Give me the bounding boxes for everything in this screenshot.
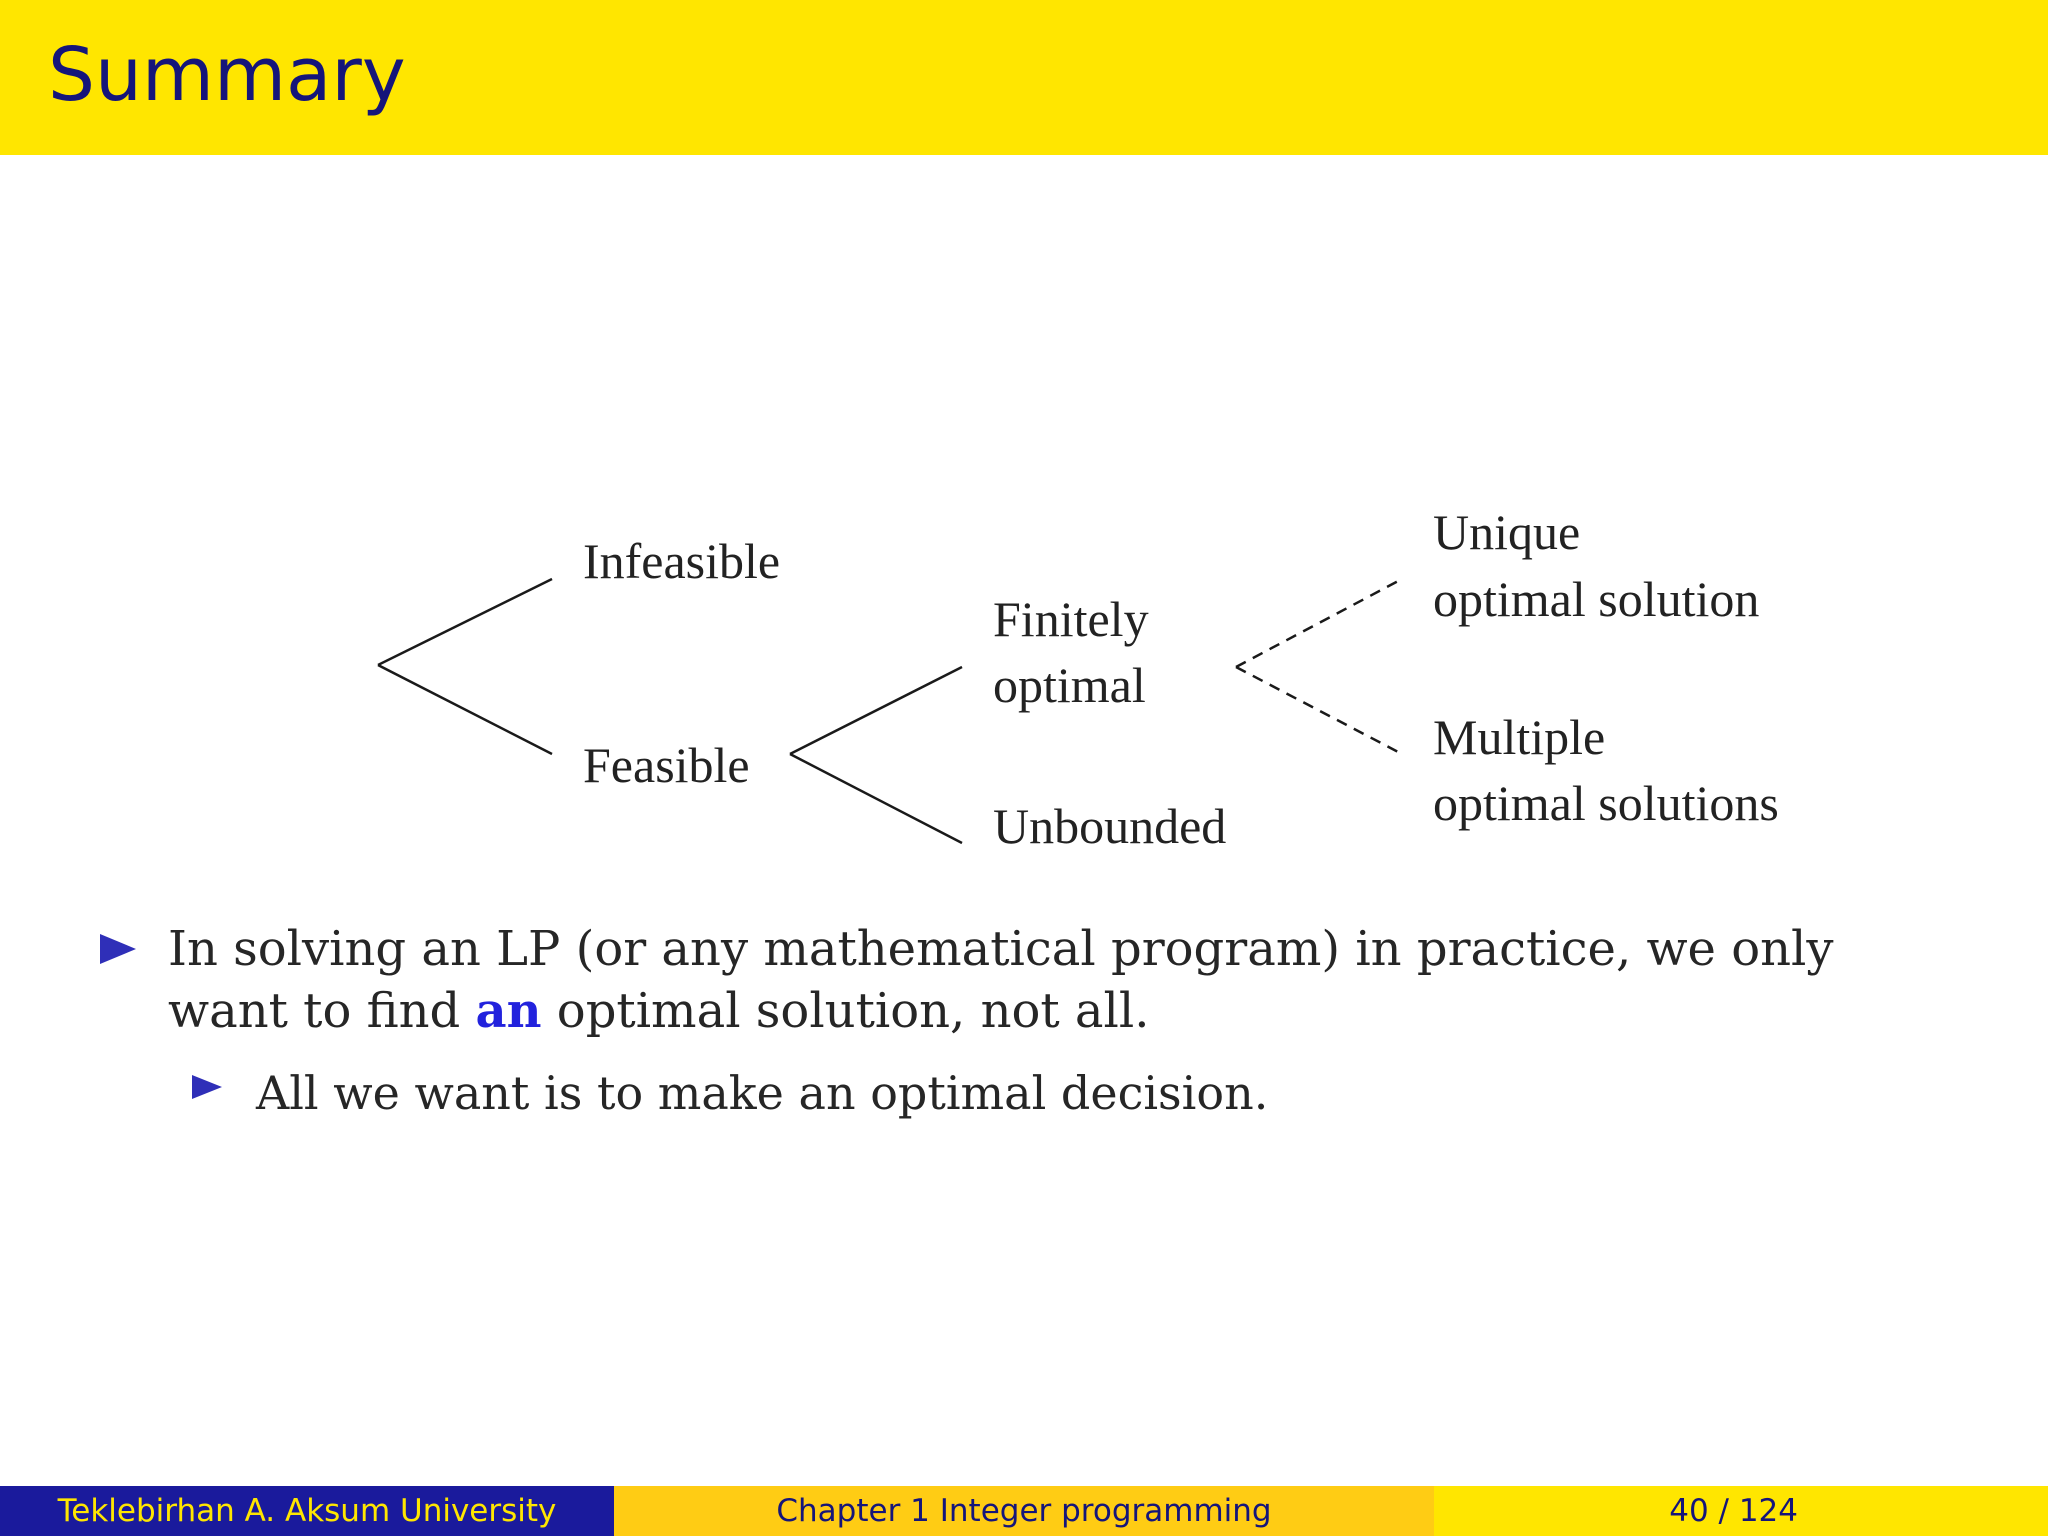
sub-bullet-triangle-icon — [192, 1075, 222, 1099]
slide-title: Summary — [48, 32, 406, 118]
footer-chapter — [614, 1486, 1434, 1536]
footer-page — [1434, 1486, 2048, 1536]
node-multiple-line1: Multiple — [1433, 709, 1606, 765]
node-feasible: Feasible — [583, 737, 750, 793]
footer-page-number: 40 / 124 — [1669, 1493, 1798, 1529]
edge-optimal-unique — [1236, 579, 1402, 667]
bullet-sub: All we want is to make an optimal decision. — [256, 1066, 1269, 1120]
footer-bar — [0, 1486, 2048, 1536]
node-unique-line1: Unique — [1433, 504, 1581, 560]
edge-optimal-multiple — [1236, 667, 1402, 754]
footer-author-text: Teklebirhan A. Aksum University — [57, 1493, 557, 1529]
bullet-main — [168, 918, 1928, 1042]
bullet-main-highlight: an — [475, 983, 542, 1039]
node-finitely-optimal-line2: optimal — [993, 657, 1146, 713]
edge-feasible-finitely-optimal — [790, 667, 962, 754]
node-finitely-optimal-line1: Finitely — [993, 591, 1149, 647]
bullet-triangle-icon — [100, 934, 136, 964]
node-multiple-line2: optimal solutions — [1433, 775, 1779, 831]
footer-author — [0, 1486, 614, 1536]
edge-root-feasible — [378, 665, 552, 754]
edge-root-infeasible — [378, 579, 552, 665]
edge-feasible-unbounded — [790, 754, 962, 843]
node-unbounded: Unbounded — [993, 798, 1227, 854]
bullet-main-line2-before: want to find — [168, 983, 476, 1039]
node-unique-line2: optimal solution — [1433, 571, 1760, 627]
footer-chapter-text: Chapter 1 Integer programming — [776, 1493, 1272, 1529]
node-infeasible: Infeasible — [583, 533, 781, 589]
bullet-main-line2-after: optimal solution, not all. — [541, 983, 1150, 1039]
bullet-main-line1: In solving an LP (or any mathematical program) in practice, we only — [168, 921, 1834, 977]
